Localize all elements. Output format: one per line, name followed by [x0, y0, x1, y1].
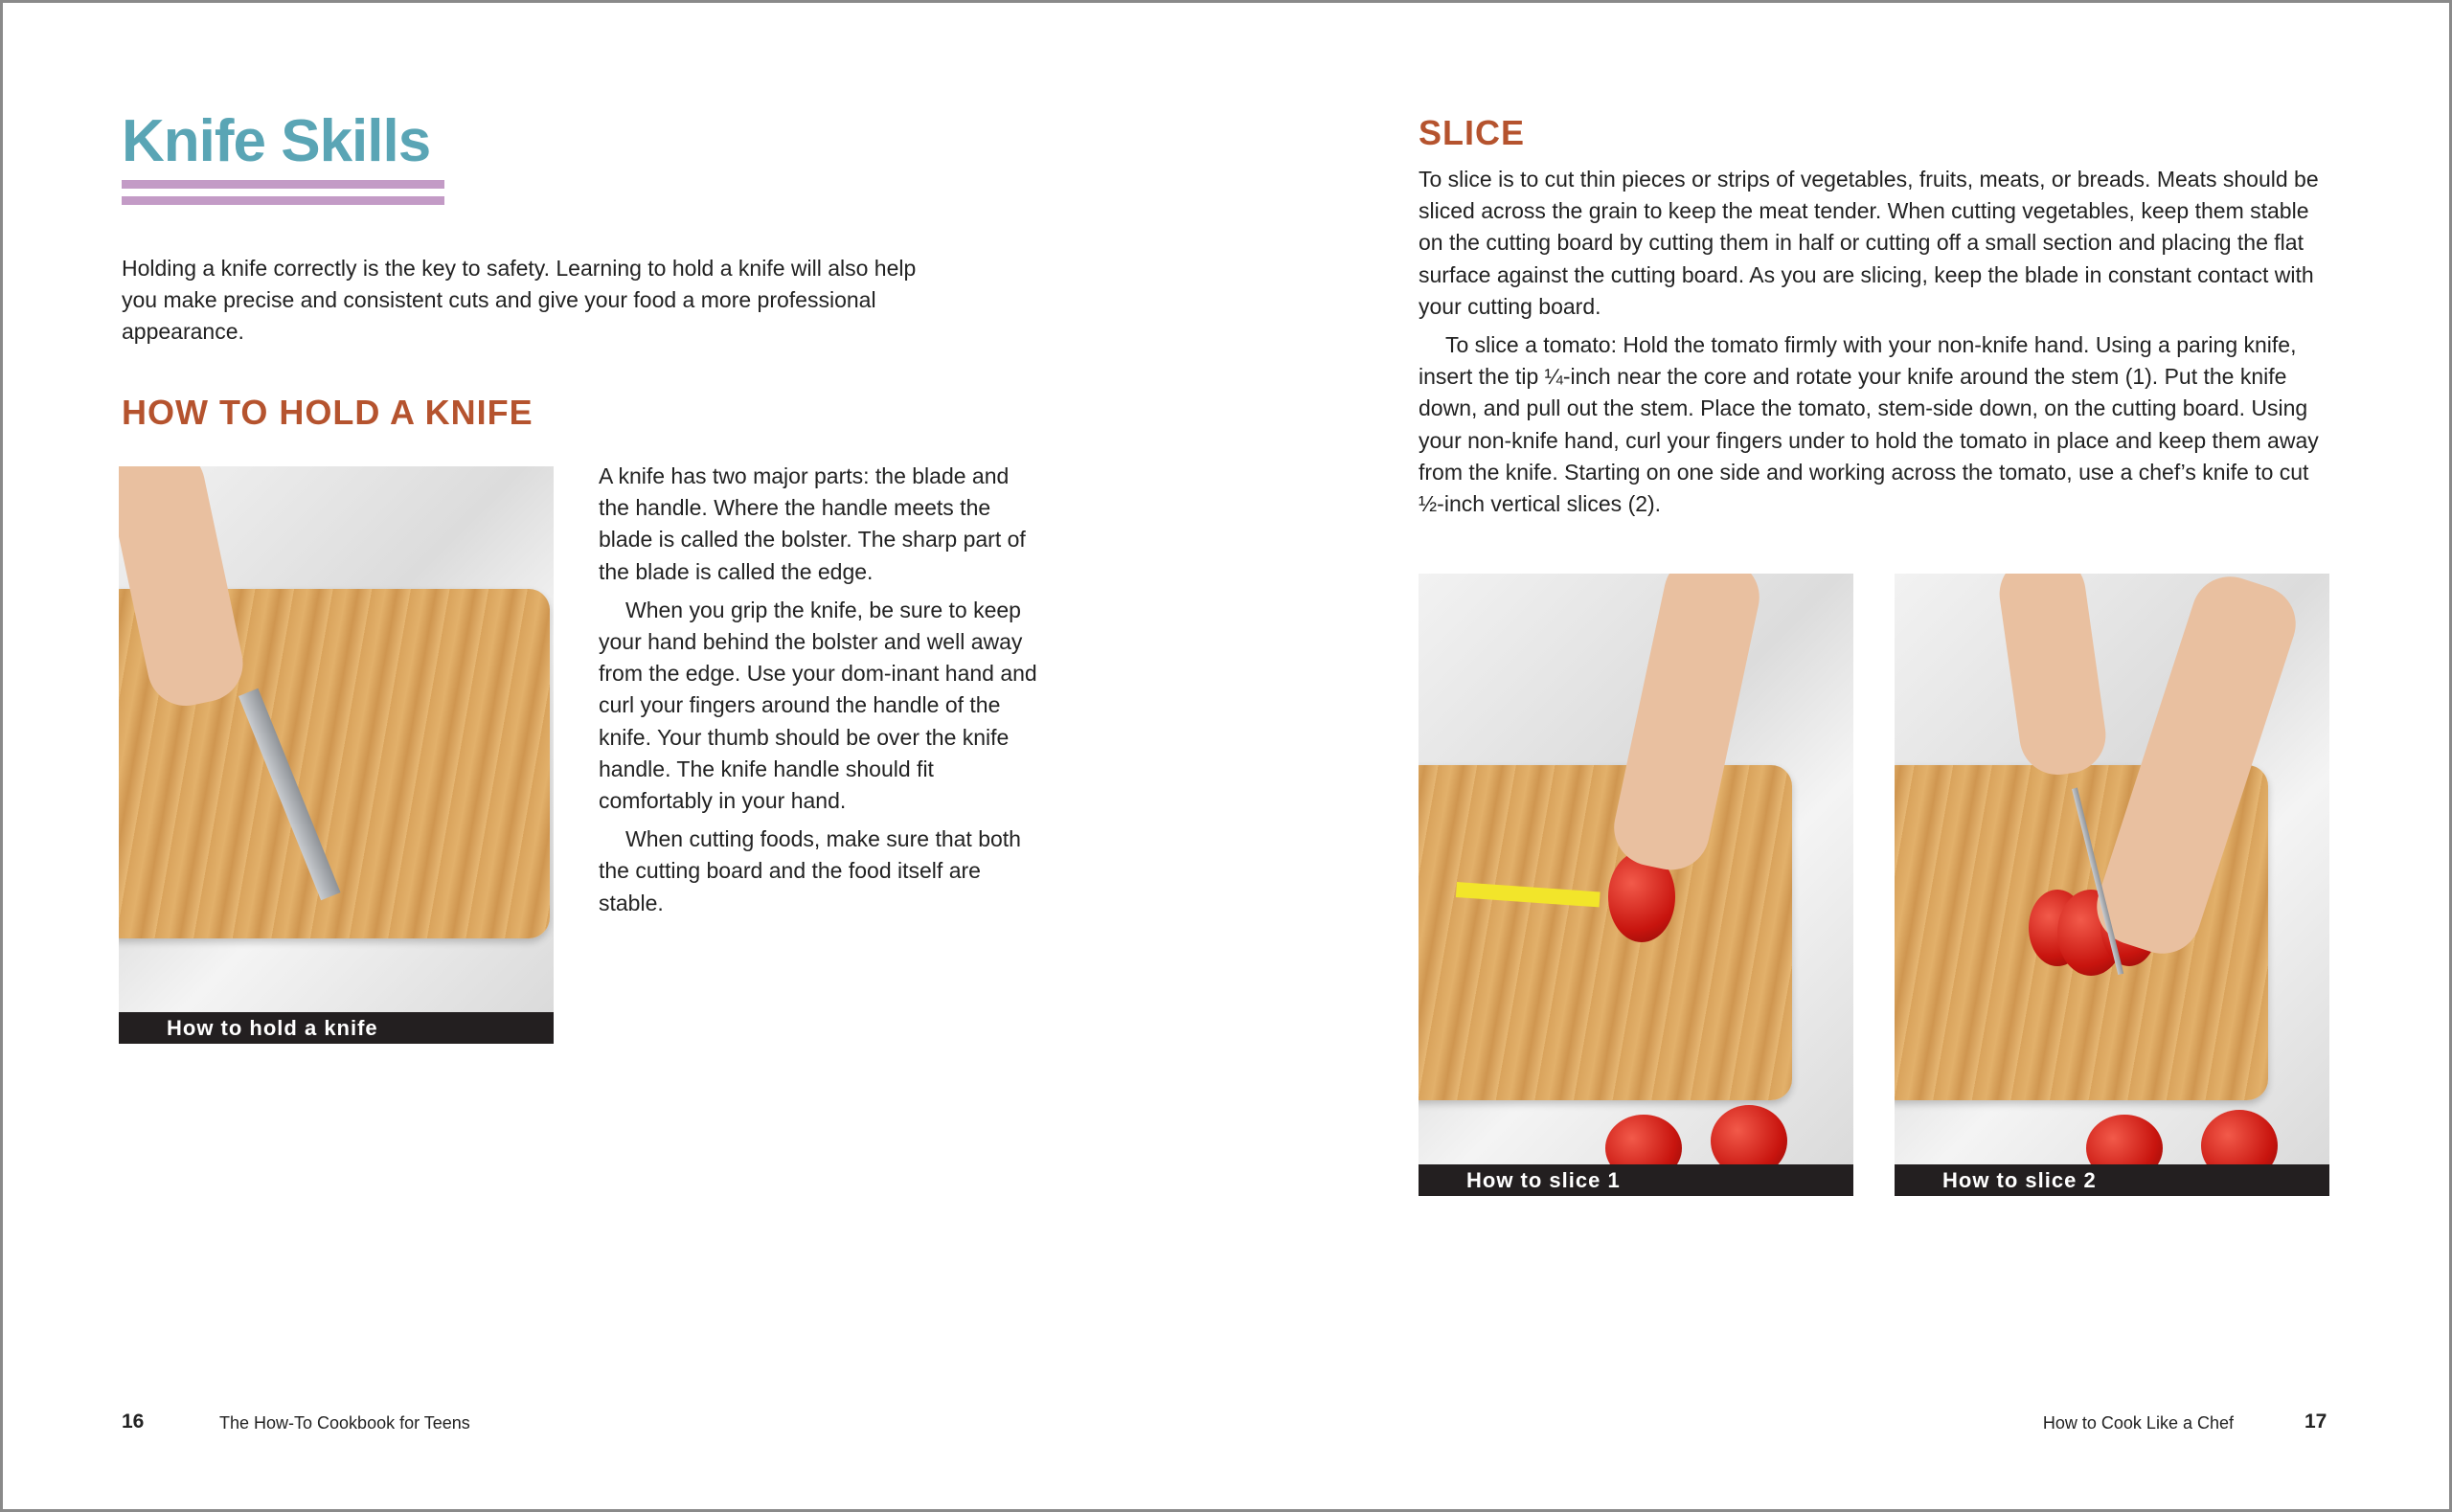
running-title-right: How to Cook Like a Chef — [2042, 1413, 2234, 1433]
title-rule-top — [122, 180, 444, 189]
paragraph: When you grip the knife, be sure to keep your hand behind the bolster and well away from the edge. Use your dom-inant hand and curl your fingers around the handle of the knife. Your thumb should be over the knife handle. The knife handle should fit comfortably in your hand. — [599, 597, 1037, 814]
paragraph: A knife has two major parts: the blade and the handle. Where the handle meets the blade is called the bolster. The sharp part of the blade is called the edge. — [599, 463, 1026, 584]
hand — [1994, 574, 2110, 779]
photo-hold-knife — [119, 466, 554, 1044]
paragraph: When cutting foods, make sure that both the cutting board and the food itself are stable. — [599, 826, 1021, 915]
page-title: Knife Skills — [122, 108, 431, 174]
photo-caption: How to slice 2 — [1895, 1164, 2329, 1196]
cutting-board — [1419, 765, 1792, 1100]
section-heading-slice: SLICE — [1419, 113, 1526, 152]
section-heading-hold: HOW TO HOLD A KNIFE — [122, 393, 534, 432]
page-number-right: 17 — [2304, 1410, 2327, 1433]
running-title-left: The How-To Cookbook for Teens — [219, 1413, 470, 1433]
paragraph: To slice is to cut thin pieces or strips of vegetables, fruits, meats, or breads. Meats should be sliced across the grain to keep the meat tender. When cutting vegetables, keep them stable on the cutting board by cutting them in half or cutting off a small section and placing the flat surface against the cutting board. As you are slicing, keep the blade in constant contact with your cutting board. — [1419, 167, 2319, 319]
photo-slice-1 — [1419, 574, 1853, 1196]
slice-text — [1419, 164, 2338, 520]
photo-caption: How to slice 1 — [1419, 1164, 1853, 1196]
intro-paragraph: Holding a knife correctly is the key to safety. Learning to hold a knife will also help you make precise and consistent cuts and give your food a more professional appearance. — [122, 256, 917, 345]
paragraph: To slice a tomato: Hold the tomato firmly with your non-knife hand. Using a paring knife, insert the tip ¼-inch near the core and rotate your knife around the stem (1). Put the knife down, and pull out the stem. Place the tomato, stem-side down, on the cutting board. Using your non-knife hand, curl your fingers under to hold the tomato in place and keep them away from the knife. Starting on one side and working across the tomato, use a chef’s knife to cut ½-inch vertical slices (2). — [1419, 332, 2319, 517]
hold-knife-text — [599, 461, 1039, 919]
page-number-left: 16 — [122, 1410, 145, 1433]
photo-caption: How to hold a knife — [119, 1012, 554, 1044]
photo-slice-2 — [1895, 574, 2329, 1196]
title-rule-bottom — [122, 196, 444, 205]
